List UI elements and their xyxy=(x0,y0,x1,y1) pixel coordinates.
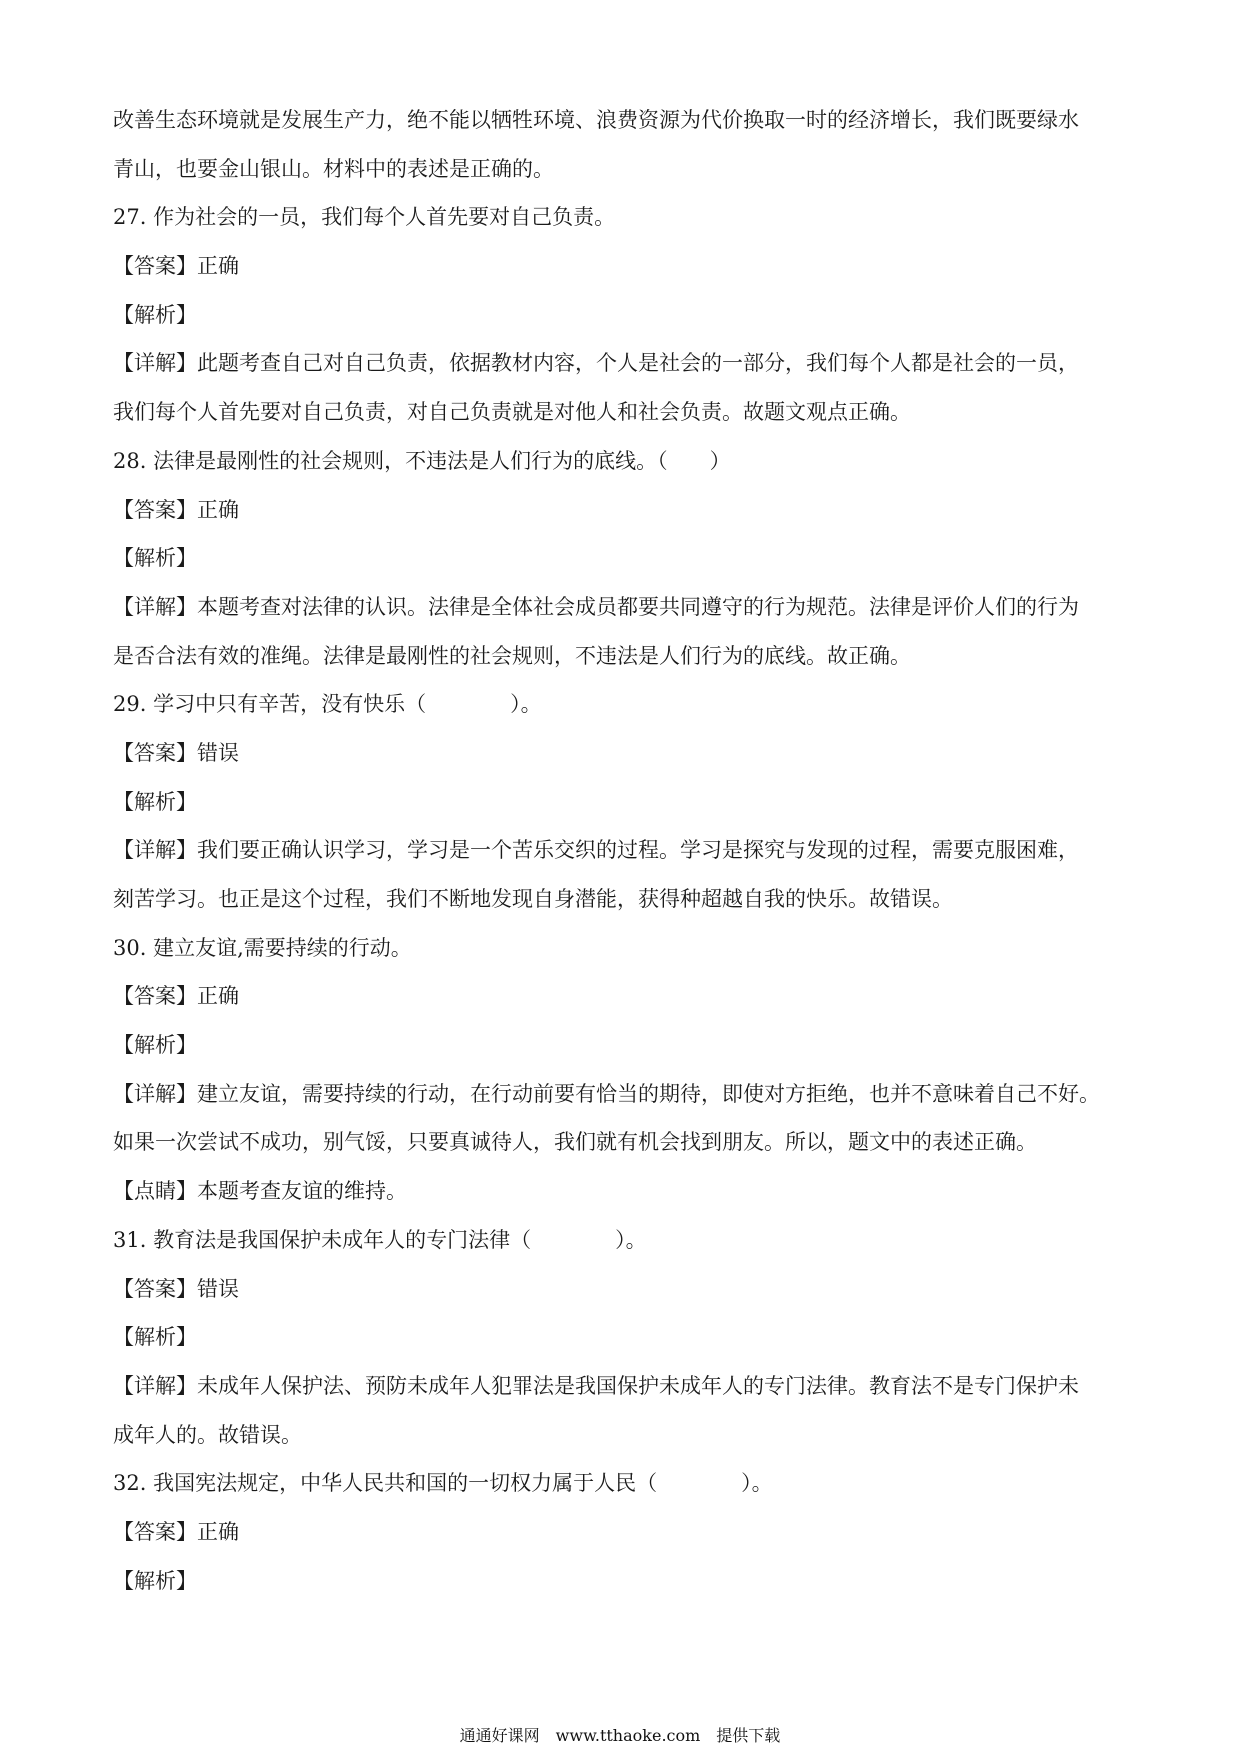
question-28: 28. 法律是最刚性的社会规则，不违法是人们行为的底线。（ ） xyxy=(113,448,731,473)
analysis-label: 【解析】 xyxy=(113,1033,197,1058)
detail-text: 是否合法有效的准绳。法律是最刚性的社会规则，不违法是人们行为的底线。故正确。 xyxy=(113,643,911,668)
detail-text: 我们每个人首先要对自己负责，对自己负责就是对他人和社会负责。故题文观点正确。 xyxy=(113,400,911,425)
detail-text: 成年人的。故错误。 xyxy=(113,1422,302,1447)
detail-text: 【详解】此题考查自己对自己负责，依据教材内容，个人是社会的一部分，我们每个人都是社会的一员， xyxy=(113,351,1079,376)
answer-label: 【答案】正确 xyxy=(113,254,239,279)
detail-text: 【详解】未成年人保护法、预防未成年人犯罪法是我国保护未成年人的专门法律。教育法不是专门保护未 xyxy=(113,1373,1079,1398)
detail-text: 如果一次尝试不成功，别气馁，只要真诚待人，我们就有机会找到朋友。所以，题文中的表述正确。 xyxy=(113,1130,1037,1155)
analysis-label: 【解析】 xyxy=(113,1568,197,1593)
question-27: 27. 作为社会的一员，我们每个人首先要对自己负责。 xyxy=(113,205,616,230)
question-32: 32. 我国宪法规定，中华人民共和国的一切权力属于人民（ ）。 xyxy=(113,1471,773,1496)
answer-label: 【答案】正确 xyxy=(113,497,239,522)
detail-text: 【详解】本题考查对法律的认识。法律是全体社会成员都要共同遵守的行为规范。法律是评价人们的行为 xyxy=(113,594,1079,619)
analysis-label: 【解析】 xyxy=(113,1325,197,1350)
detail-text: 【详解】我们要正确认识学习，学习是一个苦乐交织的过程。学习是探究与发现的过程，需要克服困难， xyxy=(113,838,1079,863)
answer-label: 【答案】错误 xyxy=(113,740,239,765)
analysis-label: 【解析】 xyxy=(113,789,197,814)
answer-label: 【答案】正确 xyxy=(113,1519,239,1544)
detail-text: 【详解】建立友谊，需要持续的行动，在行动前要有恰当的期待，即使对方拒绝，也并不意味着自己不好。 xyxy=(113,1081,1100,1106)
text-line: 青山，也要金山银山。材料中的表述是正确的。 xyxy=(113,156,554,181)
question-31: 31. 教育法是我国保护未成年人的专门法律（ ）。 xyxy=(113,1227,647,1252)
analysis-label: 【解析】 xyxy=(113,546,197,571)
answer-label: 【答案】正确 xyxy=(113,984,239,1009)
question-29: 29. 学习中只有辛苦，没有快乐（ ）。 xyxy=(113,692,542,717)
document-body xyxy=(113,100,1133,1609)
analysis-label: 【解析】 xyxy=(113,302,197,327)
question-30: 30. 建立友谊,需要持续的行动。 xyxy=(113,935,412,960)
answer-label: 【答案】错误 xyxy=(113,1276,239,1301)
page-footer: 通通好课网 www.tthaoke.com 提供下载 xyxy=(459,1726,781,1745)
detail-text: 刻苦学习。也正是这个过程，我们不断地发现自身潜能，获得种超越自我的快乐。故错误。 xyxy=(113,887,953,911)
dianjing-note: 【点睛】本题考查友谊的维持。 xyxy=(113,1179,407,1204)
text-line: 改善生态环境就是发展生产力，绝不能以牺牲环境、浪费资源为代价换取一时的经济增长，我们既要绿水 xyxy=(113,108,1079,132)
